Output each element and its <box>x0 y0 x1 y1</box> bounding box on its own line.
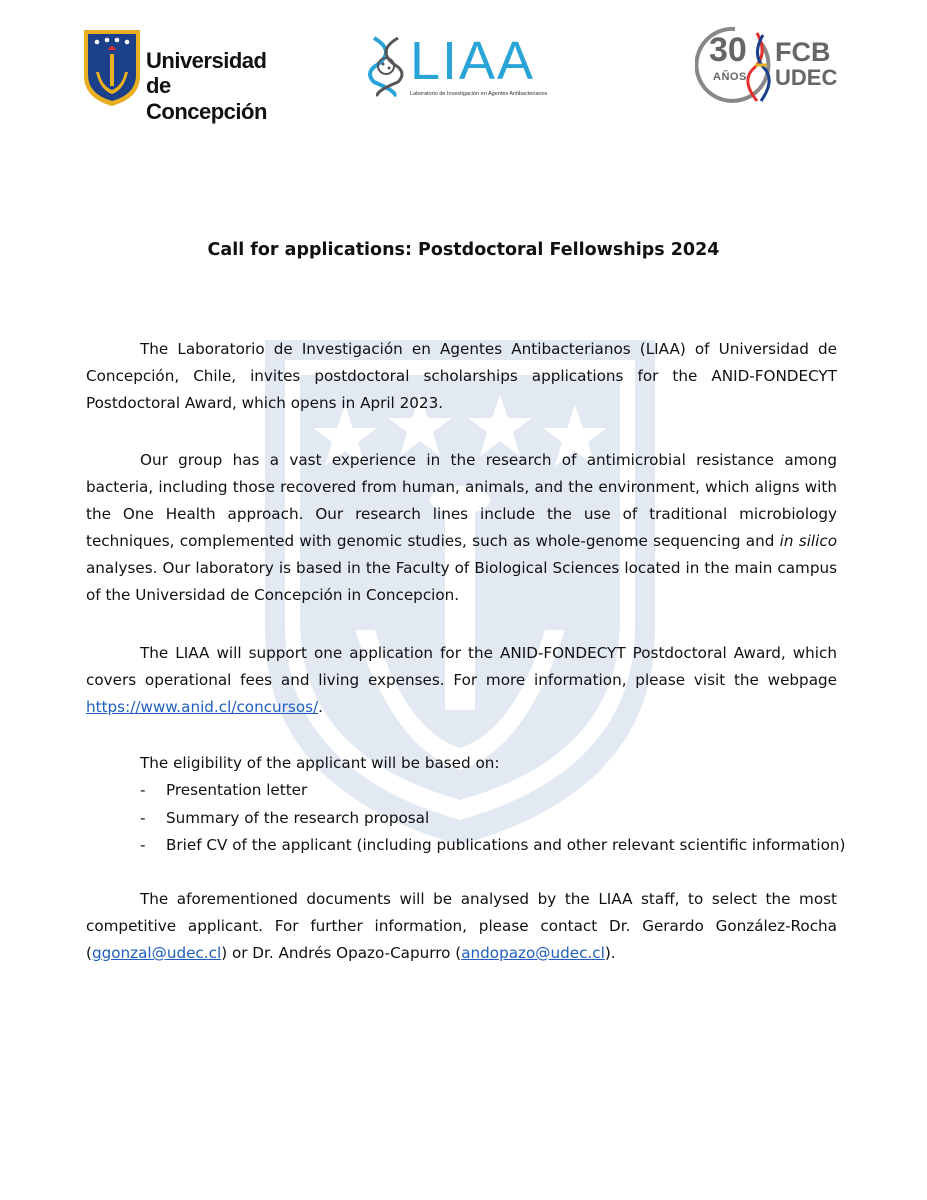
list-marker: - <box>140 781 146 799</box>
eligibility-list <box>140 777 845 860</box>
udec-logo <box>82 28 282 124</box>
intro-text: The Laboratorio de Investigación en Agentes Antibacterianos (LIAA) of Universidad de Concepción, Chile, invites postdoctoral scholarships applications for the ANID-FONDECYT Postdoctoral Award, which opens in April 2023. <box>86 340 837 412</box>
list-item <box>140 805 845 833</box>
support-text-end: . <box>318 698 323 716</box>
udec-logo-line1: Universidad <box>146 48 267 73</box>
list-item <box>140 832 845 860</box>
email-link-andopazo[interactable]: andopazo@udec.cl <box>461 944 605 962</box>
fcb-logo-number: 30 <box>709 31 747 69</box>
contact-paragraph <box>86 886 837 967</box>
liaa-logo-name: LIAA <box>410 31 536 91</box>
contact-text-3: ). <box>604 944 616 962</box>
fcb-anniversary-logo <box>695 25 840 105</box>
research-text-italic: in silico <box>779 532 838 550</box>
intro-paragraph <box>86 336 837 417</box>
list-item <box>140 777 845 805</box>
contact-text-1: The aforementioned documents will be analysed by the LIAA staff, to select the most competitive applicant. For further information, please contact Dr. Gerardo González-Rocha ( <box>86 890 837 962</box>
liaa-logo-subtitle: Laboratorio de Investigación en Agentes Antibacterianos <box>410 91 548 97</box>
support-paragraph <box>86 640 837 721</box>
eligibility-intro <box>86 750 837 777</box>
eligibility-intro-text: The eligibility of the applicant will be based on: <box>140 754 500 772</box>
anid-link[interactable]: https://www.anid.cl/concursos/ <box>86 698 319 716</box>
liaa-logo <box>368 31 558 106</box>
fcb-logo-line2: UDEC <box>775 65 838 90</box>
support-text: The LIAA will support one application for the ANID-FONDECYT Postdoctoral Award, which covers operational fees and living expenses. For more information, please visit the webpage <box>86 644 837 689</box>
dna-icon <box>368 36 404 98</box>
email-link-ggonzal[interactable]: ggonzal@udec.cl <box>91 944 222 962</box>
research-text-part1: Our group has a vast experience in the research of antimicrobial resistance among bacteria, including those recovered from human, animals, and the environment, which aligns with the One Health approach. Our research lines include the use of traditional microbiology techniques, complemented with genomic studies, such as whole-genome sequencing and <box>86 451 837 550</box>
list-marker: - <box>140 836 146 854</box>
list-item-text: Presentation letter <box>166 781 308 799</box>
list-marker: - <box>140 808 146 827</box>
research-paragraph <box>86 447 837 609</box>
list-item-text: Summary of the research proposal <box>166 808 430 827</box>
fcb-logo-line1: FCB <box>775 37 831 67</box>
research-text-part2: analyses. Our laboratory is based in the Faculty of Biological Sciences located in the main campus of the Universidad de Concepción in Concepcion. <box>86 559 837 604</box>
udec-shield-icon <box>82 28 142 108</box>
page-title: Call for applications: Postdoctoral Fellowships 2024 <box>207 240 720 260</box>
fcb-logo-years: AÑOS <box>713 71 747 83</box>
udec-logo-line2: de Concepción <box>146 73 267 124</box>
contact-text-2: ) or Dr. Andrés Opazo-Capurro ( <box>221 944 462 962</box>
list-item-text: Brief CV of the applicant (including publications and other relevant scientific information) <box>166 836 846 854</box>
